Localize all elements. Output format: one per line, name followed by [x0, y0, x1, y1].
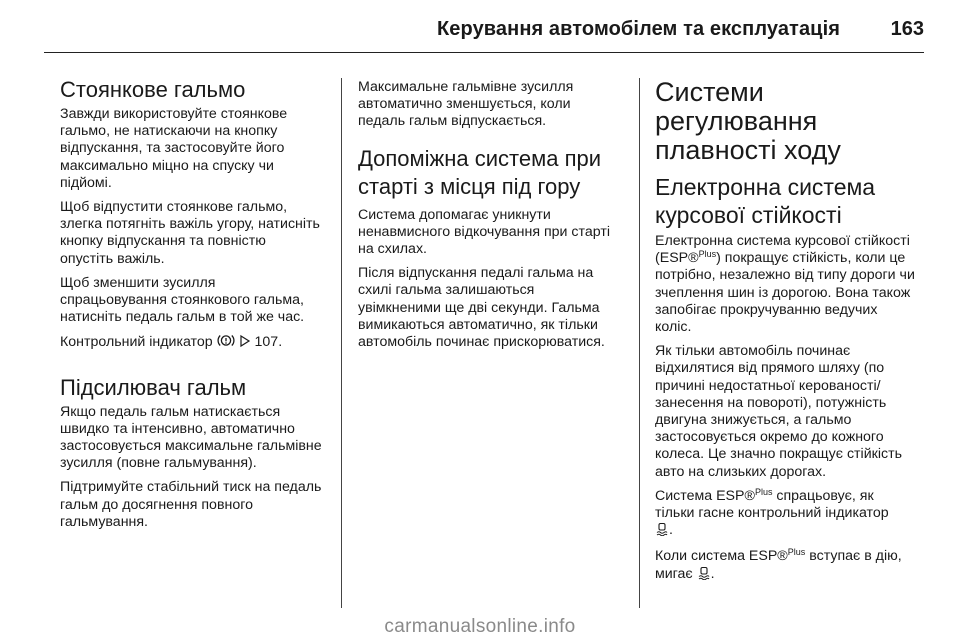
- page-reference-icon: [239, 334, 251, 353]
- paragraph: Щоб відпустити стоянкове гальмо, злегка потягніть важіль угору, натисніть кнопку відпускання та повністю опустіть важіль.: [60, 199, 320, 267]
- paragraph: Максимальне гальмівне зусилля автоматично зменшується, коли педаль гальм відпускається.: [358, 79, 574, 130]
- paragraph: Після відпускання педалі гальма на схилі гальма залишаються увімкненими ще дві секунди. Гальма вимикаються автоматично, як тільки автомобіль починає прискорюватися.: [358, 265, 605, 351]
- paragraph-esp-indicator: [655, 488, 917, 542]
- section-heading-parking-brake: Стоянкове гальмо: [60, 77, 246, 102]
- paragraph: Як тільки автомобіль починає відхилятися від прямого шляху (по причині недостатньої керованості/ занесення на повороті), потужність двигуна знижується, а гальмо застосовується окремо до кожного колеса. Це значно покращує стійкість авто на слизьких дорогах.: [655, 343, 902, 480]
- paragraph-esp-active: [655, 548, 917, 584]
- column-2: [358, 79, 620, 358]
- chapter-heading-ride-control: Системи регулювання плавності ходу: [655, 77, 841, 165]
- watermark: carmanualsonline.info: [384, 616, 576, 637]
- header-title: Керування автомобілем та експлуатація: [436, 18, 840, 40]
- paragraph: Щоб зменшити зусилля спрацьовування стоянкового гальма, натисніть педаль гальм в той же час.: [60, 274, 305, 326]
- header-divider: [44, 52, 924, 53]
- section-heading-brake-assist: Підсилювач гальм: [60, 374, 247, 400]
- column-3: [655, 78, 917, 592]
- column-divider-2: [639, 78, 640, 608]
- paragraph: Якщо педаль гальм натискається швидко та інтенсивно, автоматично застосовується максимальне гальмівне зусилля (повне гальмування).: [60, 403, 322, 472]
- column-1: [60, 66, 322, 538]
- text-run: ) покращує стійкість, коли це потрібно, незалежно від типу дороги чи зчеплення шин із дорогою. Вона також запобігає прокручуванню ведучих коліс.: [655, 250, 915, 336]
- superscript: Plus: [787, 547, 806, 558]
- page-reference[interactable]: 107.: [254, 334, 283, 351]
- page-number: 163: [890, 18, 924, 40]
- column-divider-1: [341, 78, 342, 608]
- section-heading-esp: Електронна система курсової стійкості: [655, 174, 876, 228]
- text-run: вступає в дію, мигає: [655, 548, 902, 582]
- section-heading-hill-start-assist: Допоміжна система при старті з місця під гору: [358, 145, 602, 199]
- superscript: Plus: [754, 486, 773, 497]
- text-run: Система ESP®: [655, 487, 755, 504]
- text-run: .: [710, 565, 715, 582]
- text-run: Електронна система курсової стійкості (ESP®: [655, 233, 910, 267]
- text-run: .: [669, 522, 673, 539]
- paragraph: Завжди використовуйте стоянкове гальмо, не натискаючи на кнопку відпускання, та застосовуйте його максимально міцно на спуску чи підйомі.: [60, 106, 288, 191]
- esp-skid-icon: [697, 566, 711, 585]
- paragraph: Система допомагає уникнути ненавмисного відкочування при старті на схилах.: [358, 206, 610, 258]
- paragraph-esp-intro: [655, 233, 917, 336]
- superscript: Plus: [698, 249, 717, 260]
- brake-warning-icon: [217, 333, 235, 353]
- paragraph-indicator-ref: [60, 333, 322, 353]
- text-run: спрацьовує, як тільки гасне контрольний індикатор: [655, 487, 889, 522]
- page-header: [44, 0, 924, 52]
- indicator-text: Контрольний індикатор: [60, 334, 213, 351]
- esp-skid-icon: [655, 522, 669, 541]
- text-run: Коли система ESP®: [655, 548, 788, 565]
- paragraph: Підтримуйте стабільний тиск на педаль гальм до досягнення повного гальмування.: [60, 479, 322, 530]
